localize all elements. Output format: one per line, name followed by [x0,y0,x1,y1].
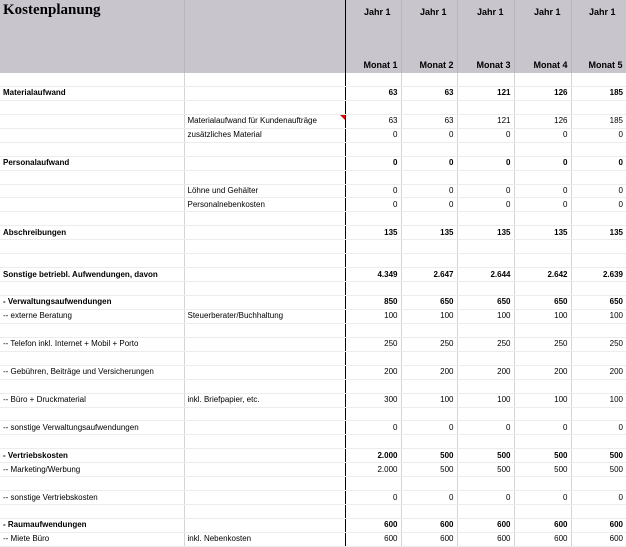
value-cell[interactable]: 650 [457,296,514,310]
value-cell[interactable]: 0 [571,156,626,170]
row-label[interactable] [0,505,184,519]
value-cell[interactable]: 63 [401,86,457,100]
year-header[interactable]: Jahr 1 [345,0,401,19]
value-cell[interactable] [514,351,571,365]
value-cell[interactable]: 0 [401,491,457,505]
value-cell[interactable] [457,73,514,86]
value-cell[interactable]: 0 [345,421,401,435]
month-header[interactable]: Monat 4 [514,59,571,73]
header-cell[interactable] [514,19,571,59]
table-row [0,296,626,310]
value-cell[interactable]: 600 [401,519,457,533]
value-cell[interactable]: 0 [345,156,401,170]
value-cell[interactable]: 600 [457,532,514,546]
value-cell[interactable]: 100 [457,393,514,407]
value-cell[interactable] [514,142,571,156]
table-row [0,323,626,337]
row-note[interactable] [184,73,345,86]
value-cell[interactable]: 250 [514,337,571,351]
row-note[interactable] [184,142,345,156]
value-cell[interactable] [571,505,626,519]
value-cell[interactable]: 2.647 [401,268,457,282]
value-cell[interactable]: 0 [457,421,514,435]
table-row [0,170,626,184]
table-row [0,156,626,170]
value-cell[interactable]: 500 [514,463,571,477]
value-cell[interactable] [571,254,626,268]
table-row [0,449,626,463]
table-row [0,407,626,421]
value-cell[interactable] [457,505,514,519]
value-cell[interactable] [514,100,571,114]
value-cell[interactable] [401,212,457,226]
row-note[interactable] [184,296,345,310]
row-label[interactable]: -- Büro + Druckmaterial [0,393,184,407]
value-cell[interactable]: 0 [345,198,401,212]
value-cell[interactable]: 185 [571,86,626,100]
value-cell[interactable] [457,379,514,393]
value-cell[interactable]: 600 [571,519,626,533]
value-cell[interactable] [514,212,571,226]
year-header[interactable]: Jahr 1 [514,0,571,19]
value-cell[interactable]: 100 [571,309,626,323]
header-cell[interactable] [401,19,457,59]
value-cell[interactable]: 500 [571,463,626,477]
header-cell[interactable] [0,19,184,59]
value-cell[interactable]: 200 [514,365,571,379]
row-note[interactable] [184,365,345,379]
value-cell[interactable]: 250 [401,337,457,351]
row-label[interactable]: - Raumaufwendungen [0,519,184,533]
value-cell[interactable]: 850 [345,296,401,310]
row-note[interactable] [184,449,345,463]
table-row [0,226,626,240]
month-header[interactable]: Monat 5 [571,59,626,73]
value-cell[interactable] [401,100,457,114]
value-cell[interactable]: 0 [345,184,401,198]
row-label[interactable]: -- Miete Büro [0,532,184,546]
value-cell[interactable]: 2.639 [571,268,626,282]
value-cell[interactable]: 0 [514,128,571,142]
value-cell[interactable] [401,505,457,519]
value-cell[interactable] [345,212,401,226]
table-row [0,532,626,546]
table-row [0,114,626,128]
value-cell[interactable]: 135 [345,226,401,240]
value-cell[interactable]: 0 [457,491,514,505]
value-cell[interactable]: 135 [401,226,457,240]
row-note[interactable] [184,435,345,449]
row-label[interactable]: -- Gebühren, Beiträge und Versicherungen [0,365,184,379]
value-cell[interactable] [457,212,514,226]
comment-indicator-icon[interactable] [340,115,345,120]
value-cell[interactable]: 0 [401,421,457,435]
row-note[interactable] [184,170,345,184]
row-label[interactable] [0,198,184,212]
value-cell[interactable]: 0 [514,198,571,212]
row-label[interactable]: -- sonstige Vertriebskosten [0,491,184,505]
header-row-year [0,0,626,19]
row-label[interactable]: - Vertriebskosten [0,449,184,463]
value-cell[interactable]: 0 [457,184,514,198]
row-note[interactable]: Personalnebenkosten [184,198,345,212]
value-cell[interactable] [571,282,626,296]
sheet-title[interactable]: Kostenplanung [0,0,184,19]
value-cell[interactable] [345,240,401,254]
row-note[interactable] [184,407,345,421]
table-row [0,519,626,533]
value-cell[interactable] [401,73,457,86]
month-header[interactable]: Monat 2 [401,59,457,73]
value-cell[interactable] [514,254,571,268]
value-cell[interactable] [571,477,626,491]
value-cell[interactable] [345,100,401,114]
value-cell[interactable]: 2.000 [345,449,401,463]
row-note[interactable] [184,254,345,268]
row-label[interactable] [0,142,184,156]
value-cell[interactable] [457,142,514,156]
value-cell[interactable] [571,142,626,156]
value-cell[interactable] [345,254,401,268]
month-header[interactable]: Monat 1 [345,59,401,73]
row-label[interactable] [0,435,184,449]
value-cell[interactable]: 500 [401,463,457,477]
value-cell[interactable]: 0 [571,128,626,142]
row-label[interactable]: Abschreibungen [0,226,184,240]
row-note[interactable] [184,463,345,477]
value-cell[interactable] [401,435,457,449]
value-cell[interactable]: 100 [401,393,457,407]
row-label[interactable]: -- externe Beratung [0,309,184,323]
value-cell[interactable]: 600 [345,519,401,533]
value-cell[interactable] [401,170,457,184]
table-row [0,421,626,435]
value-cell[interactable] [514,73,571,86]
value-cell[interactable] [514,505,571,519]
table-row [0,86,626,100]
value-cell[interactable] [401,351,457,365]
header-row-blank [0,19,626,59]
value-cell[interactable]: 500 [457,449,514,463]
row-label[interactable] [0,184,184,198]
row-note[interactable] [184,268,345,282]
value-cell[interactable] [401,254,457,268]
row-note[interactable] [184,505,345,519]
table-row [0,240,626,254]
value-cell[interactable] [457,282,514,296]
table-row [0,73,626,86]
table-row [0,393,626,407]
value-cell[interactable] [457,351,514,365]
row-note[interactable] [184,226,345,240]
table-row [0,212,626,226]
row-note[interactable]: zusätzliches Material [184,128,345,142]
row-note[interactable]: Löhne und Gehälter [184,184,345,198]
value-cell[interactable] [514,282,571,296]
table-row [0,268,626,282]
value-cell[interactable]: 2.642 [514,268,571,282]
value-cell[interactable]: 200 [401,365,457,379]
value-cell[interactable] [457,407,514,421]
table-row [0,491,626,505]
row-label[interactable] [0,254,184,268]
row-label[interactable]: Sonstige betriebl. Aufwendungen, davon [0,268,184,282]
value-cell[interactable]: 0 [514,491,571,505]
table-row [0,142,626,156]
value-cell[interactable]: 2.000 [345,463,401,477]
table-row [0,365,626,379]
table-body [0,73,626,546]
value-cell[interactable] [401,323,457,337]
row-note[interactable]: Steuerberater/Buchhaltung [184,309,345,323]
month-header[interactable]: Monat 3 [457,59,514,73]
value-cell[interactable]: 0 [401,128,457,142]
row-note[interactable]: Materialaufwand für Kundenaufträge [184,114,345,128]
value-cell[interactable]: 650 [401,296,457,310]
value-cell[interactable]: 100 [514,309,571,323]
value-cell[interactable]: 0 [345,128,401,142]
row-note[interactable] [184,337,345,351]
value-cell[interactable] [345,407,401,421]
value-cell[interactable]: 135 [514,226,571,240]
header-cell[interactable] [184,59,345,73]
value-cell[interactable] [514,379,571,393]
value-cell[interactable] [457,100,514,114]
header-cell[interactable] [345,19,401,59]
row-note[interactable] [184,212,345,226]
row-note[interactable] [184,351,345,365]
value-cell[interactable] [457,477,514,491]
row-label[interactable] [0,100,184,114]
value-cell[interactable] [514,435,571,449]
value-cell[interactable]: 200 [571,365,626,379]
value-cell[interactable]: 135 [457,226,514,240]
value-cell[interactable]: 100 [345,309,401,323]
row-label[interactable] [0,170,184,184]
value-cell[interactable] [514,323,571,337]
value-cell[interactable] [571,435,626,449]
table-row [0,309,626,323]
header-row-month [0,59,626,73]
value-cell[interactable]: 250 [571,337,626,351]
year-header[interactable]: Jahr 1 [571,0,626,19]
row-note[interactable] [184,240,345,254]
row-label[interactable] [0,379,184,393]
value-cell[interactable] [345,323,401,337]
value-cell[interactable] [514,240,571,254]
row-label[interactable]: Personalaufwand [0,156,184,170]
value-cell[interactable] [401,379,457,393]
value-cell[interactable] [571,170,626,184]
table-row [0,254,626,268]
value-cell[interactable] [457,323,514,337]
value-cell[interactable]: 126 [514,114,571,128]
value-cell[interactable] [401,477,457,491]
value-cell[interactable] [457,170,514,184]
row-note[interactable] [184,156,345,170]
value-cell[interactable]: 185 [571,114,626,128]
value-cell[interactable]: 600 [401,532,457,546]
row-label[interactable] [0,73,184,86]
row-note[interactable]: inkl. Nebenkosten [184,532,345,546]
value-cell[interactable] [571,240,626,254]
row-note[interactable] [184,491,345,505]
table-row [0,282,626,296]
value-cell[interactable]: 100 [401,309,457,323]
row-label[interactable] [0,407,184,421]
table-row [0,379,626,393]
row-label[interactable] [0,477,184,491]
value-cell[interactable]: 600 [514,519,571,533]
value-cell[interactable] [401,240,457,254]
value-cell[interactable]: 500 [401,449,457,463]
row-note[interactable] [184,477,345,491]
row-note[interactable] [184,86,345,100]
value-cell[interactable]: 2.644 [457,268,514,282]
value-cell[interactable]: 0 [457,128,514,142]
table-row [0,463,626,477]
value-cell[interactable] [571,73,626,86]
value-cell[interactable]: 126 [514,86,571,100]
value-cell[interactable]: 200 [345,365,401,379]
row-label[interactable]: - Verwaltungsaufwendungen [0,296,184,310]
header-cell[interactable] [571,19,626,59]
value-cell[interactable]: 650 [514,296,571,310]
value-cell[interactable]: 600 [345,532,401,546]
value-cell[interactable] [401,142,457,156]
header-cell[interactable] [457,19,514,59]
value-cell[interactable] [401,282,457,296]
value-cell[interactable] [571,212,626,226]
value-cell[interactable]: 0 [571,184,626,198]
value-cell[interactable]: 0 [457,198,514,212]
table-row [0,184,626,198]
value-cell[interactable]: 0 [345,491,401,505]
year-header[interactable]: Jahr 1 [457,0,514,19]
value-cell[interactable] [345,282,401,296]
value-cell[interactable] [345,435,401,449]
value-cell[interactable]: 0 [401,156,457,170]
value-cell[interactable]: 0 [514,184,571,198]
table-row [0,505,626,519]
value-cell[interactable]: 650 [571,296,626,310]
value-cell[interactable] [571,379,626,393]
value-cell[interactable] [345,142,401,156]
row-label[interactable] [0,351,184,365]
row-label[interactable]: -- sonstige Verwaltungsaufwendungen [0,421,184,435]
value-cell[interactable] [514,407,571,421]
value-cell[interactable]: 500 [514,449,571,463]
value-cell[interactable]: 250 [345,337,401,351]
value-cell[interactable] [401,407,457,421]
value-cell[interactable] [345,379,401,393]
table-row [0,435,626,449]
row-note[interactable] [184,421,345,435]
value-cell[interactable] [345,170,401,184]
value-cell[interactable] [571,351,626,365]
value-cell[interactable] [345,477,401,491]
value-cell[interactable] [571,323,626,337]
value-cell[interactable]: 121 [457,114,514,128]
table-row [0,337,626,351]
table-row [0,198,626,212]
table-row [0,351,626,365]
row-label[interactable]: -- Marketing/Werbung [0,463,184,477]
row-note[interactable] [184,323,345,337]
value-cell[interactable]: 135 [571,226,626,240]
row-label[interactable] [0,282,184,296]
value-cell[interactable]: 200 [457,365,514,379]
row-label[interactable]: -- Telefon inkl. Internet + Mobil + Porto [0,337,184,351]
table-row [0,128,626,142]
row-label[interactable] [0,323,184,337]
value-cell[interactable]: 100 [514,393,571,407]
value-cell[interactable]: 63 [345,86,401,100]
value-cell[interactable]: 500 [457,463,514,477]
value-cell[interactable]: 500 [571,449,626,463]
value-cell[interactable]: 300 [345,393,401,407]
row-note[interactable] [184,379,345,393]
value-cell[interactable]: 0 [514,421,571,435]
value-cell[interactable]: 250 [457,337,514,351]
table-row [0,100,626,114]
value-cell[interactable] [457,240,514,254]
row-note[interactable] [184,282,345,296]
value-cell[interactable]: 4.349 [345,268,401,282]
value-cell[interactable]: 63 [401,114,457,128]
row-label[interactable] [0,212,184,226]
row-label[interactable] [0,240,184,254]
value-cell[interactable] [457,254,514,268]
row-label[interactable]: Materialaufwand [0,86,184,100]
value-cell[interactable]: 0 [514,156,571,170]
value-cell[interactable] [571,100,626,114]
value-cell[interactable] [514,477,571,491]
value-cell[interactable]: 0 [457,156,514,170]
value-cell[interactable]: 0 [401,198,457,212]
value-cell[interactable]: 600 [514,532,571,546]
value-cell[interactable] [345,73,401,86]
header-cell[interactable] [0,59,184,73]
value-cell[interactable] [571,407,626,421]
value-cell[interactable]: 600 [571,532,626,546]
value-cell[interactable]: 0 [571,491,626,505]
row-label[interactable] [0,114,184,128]
value-cell[interactable] [345,505,401,519]
row-note[interactable] [184,519,345,533]
value-cell[interactable]: 0 [571,421,626,435]
value-cell[interactable]: 121 [457,86,514,100]
row-note[interactable]: inkl. Briefpapier, etc. [184,393,345,407]
row-note[interactable] [184,100,345,114]
value-cell[interactable]: 600 [457,519,514,533]
value-cell[interactable] [345,351,401,365]
header-cell[interactable] [184,0,345,19]
year-header[interactable]: Jahr 1 [401,0,457,19]
value-cell[interactable]: 100 [571,393,626,407]
value-cell[interactable]: 100 [457,309,514,323]
header-cell[interactable] [184,19,345,59]
value-cell[interactable]: 0 [571,198,626,212]
value-cell[interactable] [457,435,514,449]
table-row [0,477,626,491]
row-label[interactable] [0,128,184,142]
value-cell[interactable] [514,170,571,184]
value-cell[interactable]: 0 [401,184,457,198]
value-cell[interactable]: 63 [345,114,401,128]
